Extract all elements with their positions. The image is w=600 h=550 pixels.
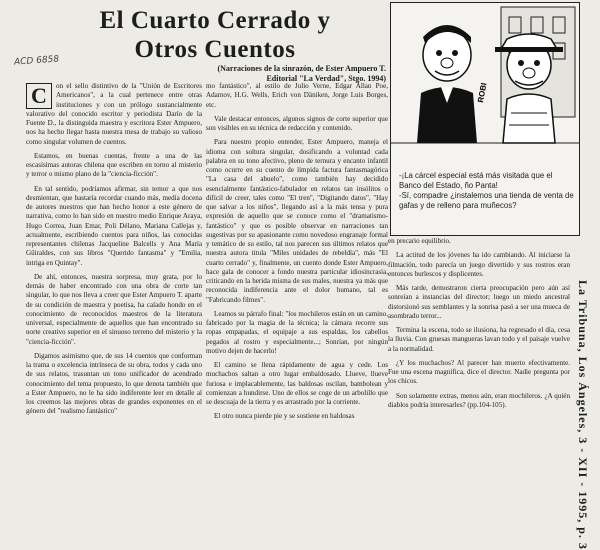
book-source-credit: (Narraciones de la sinrazón, de Ester Ampuero T. Editorial "La Verdad", Stgo. 1994)	[217, 64, 386, 83]
handwritten-archive-code: ACD 6858	[13, 54, 60, 68]
cartoon-illustration	[391, 3, 579, 168]
paragraph: on el sello distintivo de la "Unión de Escritores Americanos", a la cual pertenece entre otras instituciones y con un prólogo sustancialmente valorativo del conocido escritor y periodista Darío de la Fuente D., la distinguida maestra y escritora Ester Ampuero, nos ha hecho llegar hasta nuestra mesa de trabajo su valioso como singular volumen de cuentos.	[26, 82, 202, 146]
paragraph: Termina la escena, todo se ilusiona, ha regresado el día, cesa la lluvia. Con gruesas mangueras lavan todo y el paisaje vuelve a la normalidad.	[388, 326, 570, 353]
paragraph: Son solamente extras, menos aún, eran mochileros. ¿A quién diablos podría interesarles? (pp.104-105).	[388, 391, 570, 409]
paragraph: Más tarde, demostraron cierta preocupación pero aún así sonreían a instancias del director; luego un miedo ancestral distorsionó sus semblantes y la sonrisa pasó a ser una mueca de asombrado terror...	[388, 284, 570, 320]
paragraph: De ahí, entonces, nuestra sorpresa, muy grata, por lo demás de haber encontrado con una obra de corte tan singular, lo que nos lleva a creer que Ester Ampuero T. aparte de su condición de maestra y poetisa, ha calado hondo en el conocimiento de reconocidos maestros de la literatura universal, especialmente de aquellos que han encontrado su norte creativo superior en el sinuoso terreno del misterio y la "ciencia-ficción".	[26, 272, 202, 346]
paragraph: La actitud de los jóvenes ha ido cambiando. Al iniciarse la filmación, todo parecía un juego divertido y sus rostros eran entonces burlescos y displicentes.	[388, 251, 570, 278]
paragraph: En tal sentido, podríamos afirmar, sin temor a que nos desmientan, que bastaría recordar cuando más, media docena de autores nuestros que han hecho honor a este género de narrativa, como lo han sido en nuestro medio Enrique Araya, Hugo Correa, Juan Emar, Poli Délano, Mariana Callejas y, actualmente, escribiendo cuentos para niños, las conocidas representantes chilenas Jacqueline Balcells y Ana María Güiraldes, con sus libros "Querido fantasma" y "Emilia, intriga en Quintay".	[26, 184, 202, 267]
caption-line: -Sí, compadre ¿instalemos una tienda de venta de gafas y de relleno para muñecos?	[399, 191, 574, 210]
paragraph: Para nuestro propio entender, Ester Ampuero, maneja el idioma con soltura singular, dosificando a voluntad cada palabra en su tono afectivo, pleno de ternura y encanto infantil como ocurre en su cuento de limpida factura fantasmagórica "La casa del abuelo", como también hay decidido esencialmente fantástico-fabulador en relatos tan insólitos o difícil de creer, tales como "El tren", "Digitando datos", "Hay que salvar a los niños", llegando así a la más tensa y pura expresión de aquello que se conoce como el "dramatismo-fantástico" y que es posible observar en narraciones tan sugestivas por su apasionante como novedoso engranaje formal y temático de su estilo, tal nos parecen sus últimos relatos que nuestra autora titula "Miles unidades de rebeldía", más "El cuarto cerrado" y, finalmente, un cuento donde Ester Ampuero, hace gala de conocer a fondo nuestra particular idiosincrasia, criticando en la herida misma de sus males, nuestra ya más que reconocida indiferencia ante el dolor humano, tal es "Fabricando filmes".	[206, 138, 388, 304]
paragraph: en precario equilibrio.	[388, 237, 451, 245]
drop-cap: C	[26, 83, 52, 109]
cartoonist-signature: ROBI	[476, 82, 489, 104]
cartoon-panel	[390, 2, 580, 236]
title-line-2: Otros Cuentos	[134, 36, 296, 63]
cartoon-caption	[399, 171, 575, 211]
paragraph: El camino se llena rápidamente de agua y cede. Los muchachos saltan a otro lugar embaldosado. Llueve, llueve furiosa e implacablemente, las baldosas oscilan, bambolean y comienzan a hundirse. Uno de ellos se coge de un arbolillo que se descuaja de la tierra y es arrastrado por la corriente.	[206, 361, 388, 406]
caption-line: -¡La cárcel especial está más visitada que el Banco del Estado, ño Panta!	[399, 171, 553, 190]
paragraph: Leamos su párrafo final: "los mochileros están en un camino, fabricado por la magia de la técnica; la cámara recorre sus ropas empapadas, el equipaje a sus espaldas, los cabellos pegados al rostro y especialmente...; Sonrían, por ningún motivo dejen de hacerlo!	[206, 309, 388, 355]
paragraph: El otro nunca pierde pie y se sostiene en baldosas	[214, 412, 355, 421]
column-1	[26, 82, 202, 464]
column-3	[388, 237, 570, 465]
paragraph: ¿Y los muchachos? Al parecer han muerto efectivamente. Fue una escena magnífica, dice el director. Nadie pregunta por los chicos.	[388, 358, 570, 386]
paragraph: Vale destacar entonces, algunos signos de corte superior que son visibles en su técnica de redacción y contenido.	[206, 114, 388, 132]
column-2	[206, 82, 388, 464]
title-line-1: El Cuarto Cerrado y	[99, 7, 331, 34]
margin-handwritten-source: La Tribuna, Los Ángeles, 3 - XII - 1995, p. 3	[576, 280, 590, 550]
paragraph: Estamos, en buenas cuentas, frente a una de las escasísimas autoras chilena que escriben en torno al misterio y terror o mismo plano de la "ciencia-ficción".	[26, 151, 202, 179]
paragraph: Digamos asimismo que, de sus 14 cuentos que conforman la trama o excelencia intrínseca de su obra, todos y cada uno de sus relatos, trasuntan un tono unificador de acendrado conocimiento del tema propuesto, lo que denota también que a Ester Ampuero, no le ha sido indiferente leer en detalle al los creemos las mejores obras de grandes exponentes en el género del "realismo fantástico"	[26, 351, 202, 416]
article-title	[70, 6, 360, 64]
paragraph: mo fantástico", al estilo de Julio Verne, Edgar Allan Poe, Adamov, H.G. Wells, Erich von Däniken, Jorge Luis Borges, etc.	[206, 82, 388, 109]
